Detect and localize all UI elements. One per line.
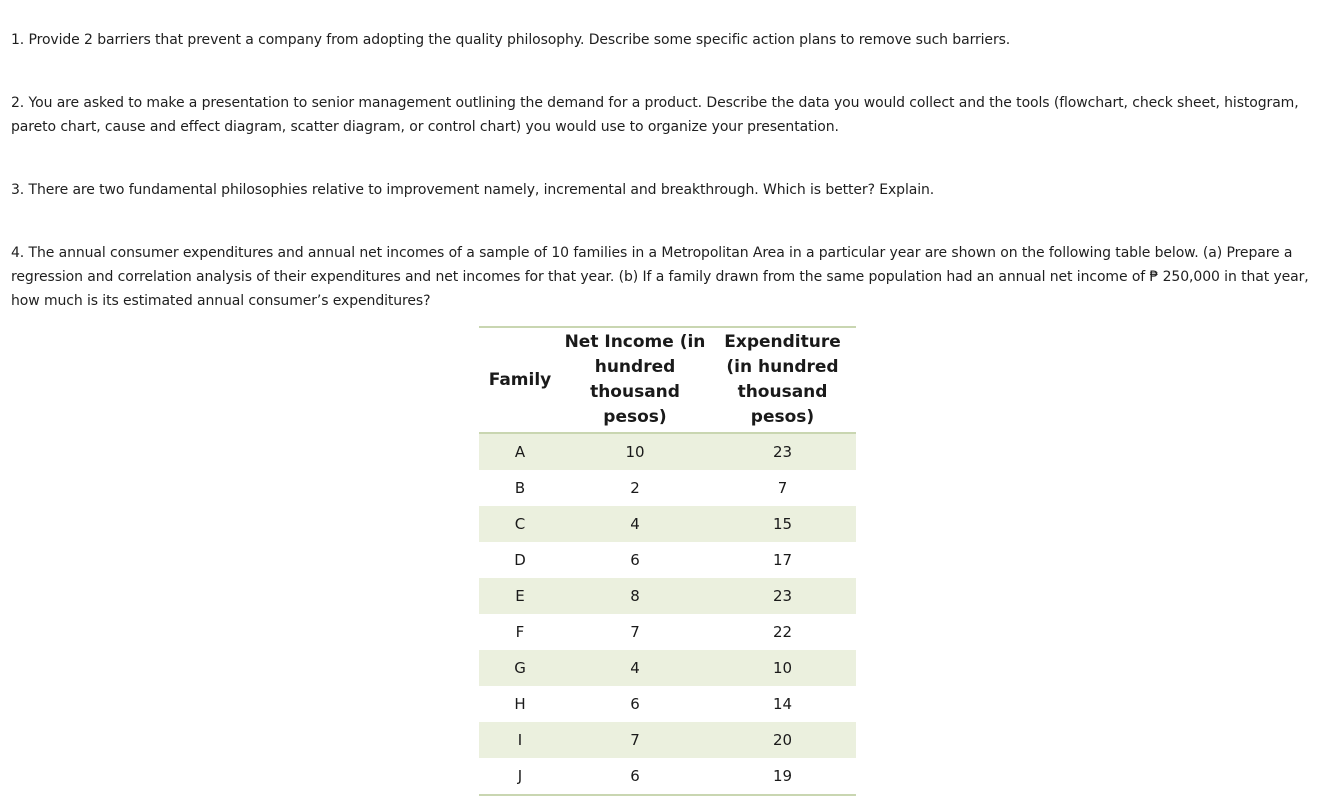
header-net-income-line: Net Income (in: [564, 332, 706, 352]
table-row: [479, 650, 856, 686]
cell-family: G: [479, 650, 561, 686]
header-net-income: [561, 327, 709, 433]
cell-family: E: [479, 578, 561, 614]
table-row: [479, 470, 856, 506]
table-row: [479, 542, 856, 578]
table-row: [479, 506, 856, 542]
cell-family: B: [514, 479, 526, 497]
cell-expenditure: 20: [709, 722, 856, 758]
cell-family: I: [479, 722, 561, 758]
header-net-income-line: pesos): [603, 407, 667, 427]
cell-income: 7: [561, 722, 709, 758]
cell-expenditure: 10: [709, 650, 856, 686]
table-row: [479, 758, 856, 795]
cell-expenditure: 14: [772, 695, 793, 713]
cell-income: 2: [630, 479, 640, 497]
table-header-row: [479, 327, 856, 433]
cell-income: 7: [630, 623, 640, 641]
cell-income: 8: [561, 578, 709, 614]
header-family: Family: [488, 369, 552, 390]
cell-expenditure: 19: [772, 767, 793, 785]
table-row: [479, 686, 856, 722]
question-3: 3. There are two fundamental philosophies relative to improvement namely, incremental and breakthrough. Which is better? Explain.: [11, 182, 935, 198]
cell-income: 6: [630, 551, 640, 569]
header-net-income-line: hundred: [594, 357, 676, 377]
cell-expenditure: 22: [772, 623, 793, 641]
header-expenditure-line: pesos): [750, 407, 815, 427]
header-expenditure: [709, 327, 856, 433]
cell-expenditure: 15: [709, 506, 856, 542]
question-2: 2. You are asked to make a presentation to senior management outlining the demand for a product. Describe the data you would collect and the tools (flowchart, check sheet, histogram, pareto chart, cause and effect diagram, scatter diagram, or control chart) you would use to organize your presentation.: [11, 95, 1299, 135]
cell-family: A: [479, 433, 561, 470]
cell-income: 10: [561, 433, 709, 470]
cell-expenditure: 7: [777, 479, 788, 497]
cell-family: J: [517, 767, 523, 785]
data-table-container: [479, 326, 856, 796]
table-row: [479, 433, 856, 470]
cell-income: 4: [561, 506, 709, 542]
cell-family: F: [515, 623, 525, 641]
income-expenditure-table: [479, 326, 856, 796]
cell-income: 4: [561, 650, 709, 686]
cell-family: H: [514, 695, 526, 713]
cell-expenditure: 23: [709, 578, 856, 614]
table-row: [479, 578, 856, 614]
table-row: [479, 614, 856, 650]
cell-expenditure: 23: [709, 433, 856, 470]
question-4: 4. The annual consumer expenditures and annual net incomes of a sample of 10 families in a Metropolitan Area in a particular year are shown on the following table below. (a) Prepare a regression and correlation analysis of their expenditures and net incomes for that year. (b) If a family drawn from the same population had an annual net income of ₱ 250,000 in that year, how much is its estimated annual consumer’s expenditures?: [11, 245, 1309, 309]
cell-income: 6: [630, 767, 640, 785]
cell-expenditure: 17: [772, 551, 793, 569]
cell-family: D: [514, 551, 526, 569]
header-expenditure-line: thousand: [737, 382, 828, 402]
header-net-income-line: thousand: [590, 382, 680, 402]
table-row: [479, 722, 856, 758]
header-expenditure-line: Expenditure: [724, 332, 841, 352]
question-1: 1. Provide 2 barriers that prevent a company from adopting the quality philosophy. Describe some specific action plans to remove such barriers.: [11, 32, 1011, 48]
cell-income: 6: [630, 695, 640, 713]
cell-family: C: [479, 506, 561, 542]
header-expenditure-line: (in hundred: [726, 357, 839, 377]
